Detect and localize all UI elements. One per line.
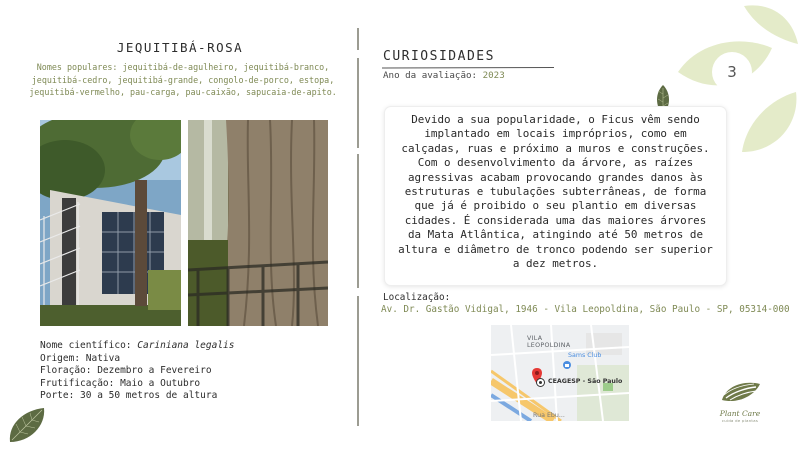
location-map[interactable]: [491, 325, 629, 421]
brand-tagline: cuida de plantas: [721, 418, 759, 423]
species-details: [40, 340, 234, 403]
flowering: Floração: Dezembro a Fevereiro: [40, 365, 212, 377]
building-photo: [40, 120, 181, 326]
brand-leaf-icon: [718, 378, 762, 404]
shopping-bag-icon: [563, 361, 571, 369]
scientific-name-row: [40, 340, 234, 353]
curiosities-text: Devido a sua popularidade, o Ficus vêm sendo implantado em locais impróprios, como em calçadas, ruas e próximo a muros e construções. Com o desenvolvimento da árvore, as raízes agressivas acabam provocando grandes danos às estruturas e tubulações subterrâneas, de forma que já é proibido o seu plantio em diversas cidades. É considerada uma das maiores árvores da Mata Atlântica, atingindo até 50 metros de altura e diâmetro de tronco podendo ser superior a dez metros.: [398, 113, 713, 271]
evaluation-year: [383, 70, 505, 81]
size: Porte: 30 a 50 metros de altura: [40, 390, 218, 402]
leaf-icon: [6, 404, 48, 446]
column-divider: [357, 28, 359, 426]
map-store-label: Sams Club: [568, 352, 602, 359]
tree-trunk-photo: [188, 120, 328, 326]
year-value: 2023: [482, 70, 505, 81]
map-pin-label: CEAGESP - São Paulo: [548, 378, 623, 385]
curiosities-title: CURIOSIDADES: [383, 49, 495, 64]
page-number: 3: [712, 52, 752, 92]
popular-names: Nomes populares: jequitibá-de-agulheiro, jequitibá-branco, jequitibá-cedro, jequitibá-grande, congolo-de-porco, estopa, jequitibá-vermelho, pau-carga, pau-caixão, sapucaia-de-apito.: [29, 62, 337, 98]
scientific-name: Cariniana legalis: [137, 340, 235, 351]
brand-logo: [700, 378, 780, 423]
map-neighborhood-label: VILA LEOPOLDINA: [527, 335, 571, 349]
location-label: Localização:: [383, 292, 451, 303]
scientific-label: Nome científico:: [40, 340, 132, 351]
year-label: Ano da avaliação:: [383, 70, 478, 81]
map-road-label: Rua Ebu...: [533, 412, 565, 419]
curiosities-card: [384, 106, 727, 286]
place-marker-icon: [536, 378, 545, 387]
origin: Origem: Nativa: [40, 352, 121, 364]
location-address: Av. Dr. Gastão Vidigal, 1946 - Vila Leopoldina, São Paulo - SP, 05314-000: [381, 304, 790, 315]
fruiting: Frutificação: Maio a Outubro: [40, 377, 201, 389]
brand-name: Plant Care: [719, 409, 761, 418]
species-title: JEQUITIBÁ-ROSA: [116, 40, 244, 55]
